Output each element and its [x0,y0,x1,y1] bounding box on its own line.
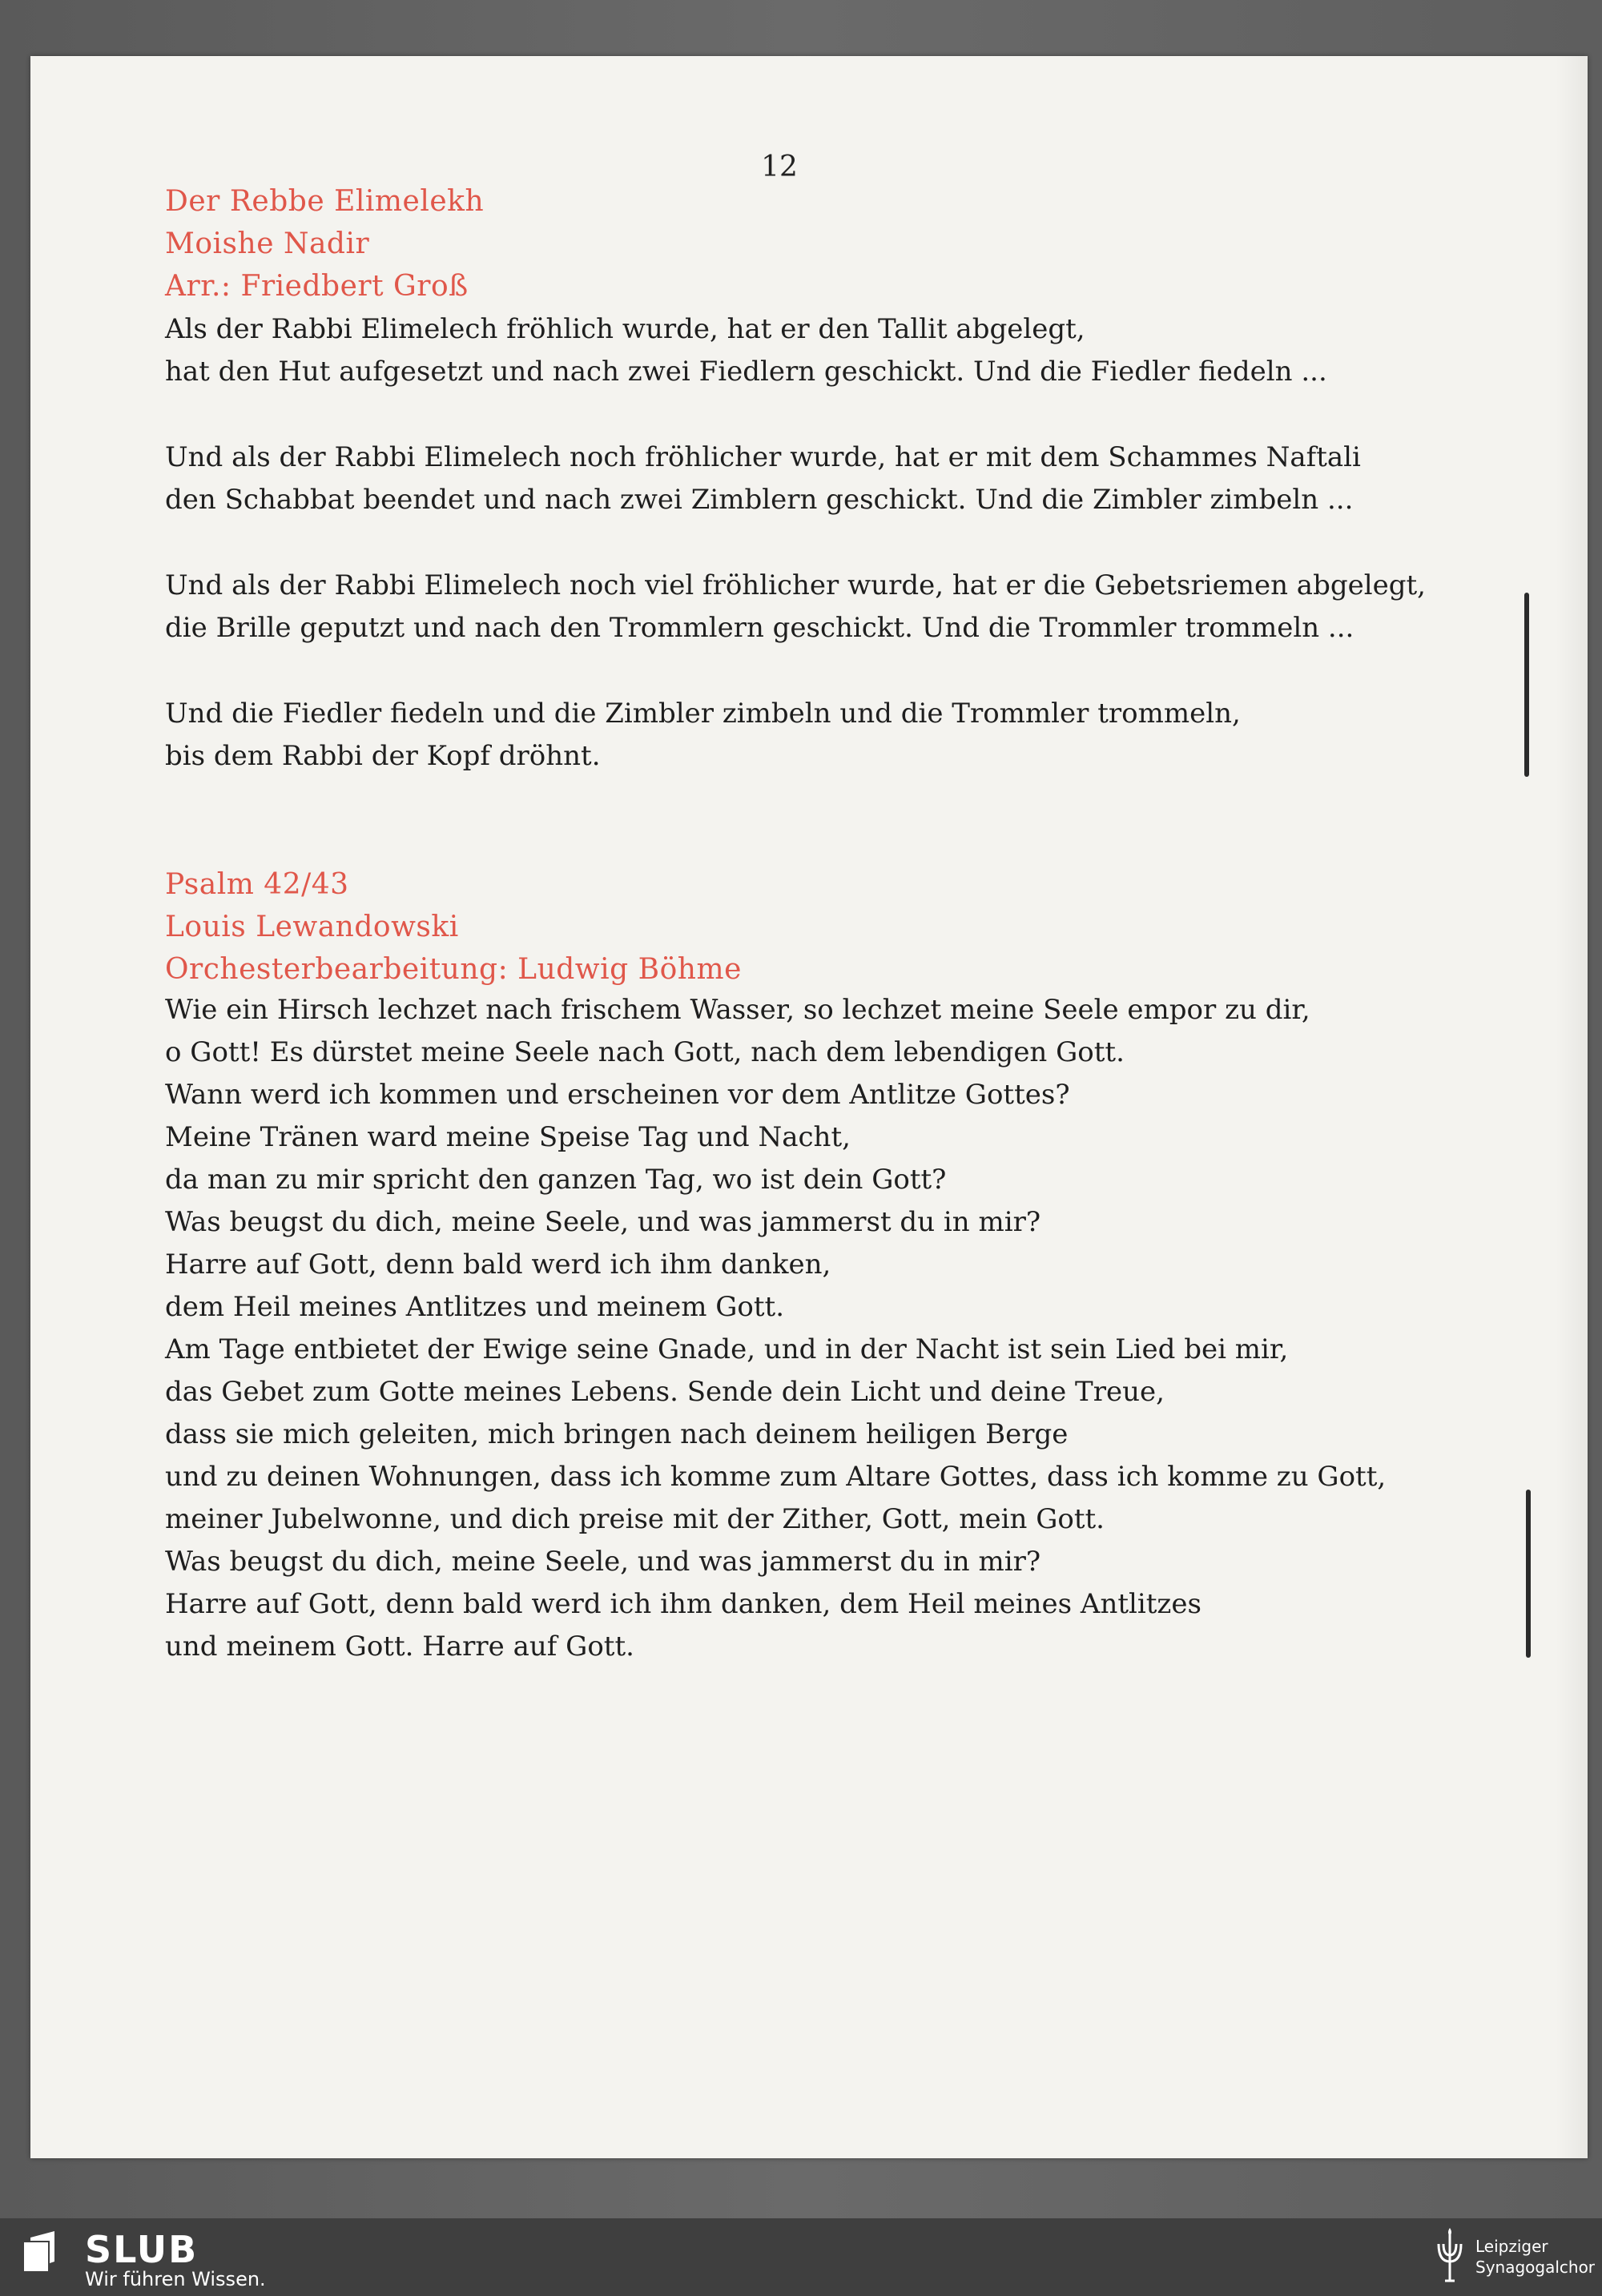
psalm-line: Was beugst du dich, meine Seele, und was jammerst du in mir? [165,1206,1041,1238]
section2-heading [165,863,742,991]
section1-paragraph-2 [165,436,1361,521]
psalm-line: meiner Jubelwonne, und dich preise mit der Zither, Gott, mein Gott. [165,1503,1105,1535]
paragraph-line: Als der Rabbi Elimelech fröhlich wurde, hat er den Tallit abgelegt, [165,313,1085,345]
paragraph-line: den Schabbat beendet und nach zwei Zimblern geschickt. Und die Zimbler zimbeln ... [165,484,1354,516]
psalm-line: dass sie mich geleiten, mich bringen nach deinem heiligen Berge [165,1418,1069,1450]
partner-name-line-1: Leipziger [1475,2237,1548,2256]
psalm-line: da man zu mir spricht den ganzen Tag, wo ist dein Gott? [165,1164,947,1196]
psalm-line: Was beugst du dich, meine Seele, und was jammerst du in mir? [165,1546,1041,1578]
section2-title: Psalm 42/43 [165,868,349,901]
psalm-line: Wie ein Hirsch lechzet nach frischem Wasser, so lechzet meine Seele empor zu dir, [165,994,1310,1026]
library-name: SLUB [85,2228,199,2271]
binding-staple-top [1524,593,1529,777]
document-page [30,56,1588,2158]
psalm-line: das Gebet zum Gotte meines Lebens. Sende dein Licht und deine Treue, [165,1376,1165,1408]
section1-title: Der Rebbe Elimelekh [165,185,485,218]
section1-heading [165,180,484,308]
psalm-line: Harre auf Gott, denn bald werd ich ihm danken, [165,1249,831,1281]
paragraph-line: bis dem Rabbi der Kopf dröhnt. [165,740,601,772]
footer-bar [0,2218,1602,2296]
paragraph-line: die Brille geputzt und nach den Trommlern geschickt. Und die Trommler trommeln ... [165,612,1354,644]
psalm-line: Meine Tränen ward meine Speise Tag und Nacht, [165,1121,851,1153]
library-tagline: Wir führen Wissen. [85,2268,266,2290]
section1-composer: Moishe Nadir [165,227,370,260]
section1-paragraph-4 [165,693,1241,778]
paragraph-line: Und als der Rabbi Elimelech noch viel fröhlicher wurde, hat er die Gebetsriemen abgelegt, [165,569,1426,601]
paragraph-line: Und die Fiedler fiedeln und die Zimbler zimbeln und die Trommler trommeln, [165,698,1241,730]
section2-composer: Louis Lewandowski [165,911,459,943]
psalm-line: und meinem Gott. Harre auf Gott. [165,1631,634,1663]
book-icon [24,2231,58,2271]
psalm-line: dem Heil meines Antlitzes und meinem Gott. [165,1291,785,1323]
psalm-line: Wann werd ich kommen und erscheinen vor dem Antlitze Gottes? [165,1079,1070,1111]
paragraph-line: hat den Hut aufgesetzt und nach zwei Fiedlern geschickt. Und die Fiedler fiedeln ... [165,356,1327,388]
page-number: 12 [761,151,798,183]
paragraph-line: Und als der Rabbi Elimelech noch fröhlicher wurde, hat er mit dem Schammes Naftali [165,441,1361,473]
psalm-line: Am Tage entbietet der Ewige seine Gnade, und in der Nacht ist sein Lied bei mir, [165,1333,1289,1365]
binding-staple-bottom [1526,1490,1531,1658]
section2-psalm-text [165,989,1386,1668]
partner-name [1475,2236,1595,2278]
menorah-icon [1434,2225,1466,2289]
section1-arranger: Arr.: Friedbert Groß [165,270,469,303]
section2-arranger: Orchesterbearbeitung: Ludwig Böhme [165,953,742,986]
psalm-line: o Gott! Es dürstet meine Seele nach Gott, nach dem lebendigen Gott. [165,1036,1125,1068]
page-edge-shadow [1556,56,1588,2158]
psalm-line: Harre auf Gott, denn bald werd ich ihm danken, dem Heil meines Antlitzes [165,1588,1202,1620]
section1-paragraph-1 [165,308,1327,393]
psalm-line: und zu deinen Wohnungen, dass ich komme zum Altare Gottes, dass ich komme zu Gott, [165,1461,1387,1493]
partner-name-line-2: Synagogalchor [1475,2258,1596,2277]
section1-paragraph-3 [165,565,1426,649]
